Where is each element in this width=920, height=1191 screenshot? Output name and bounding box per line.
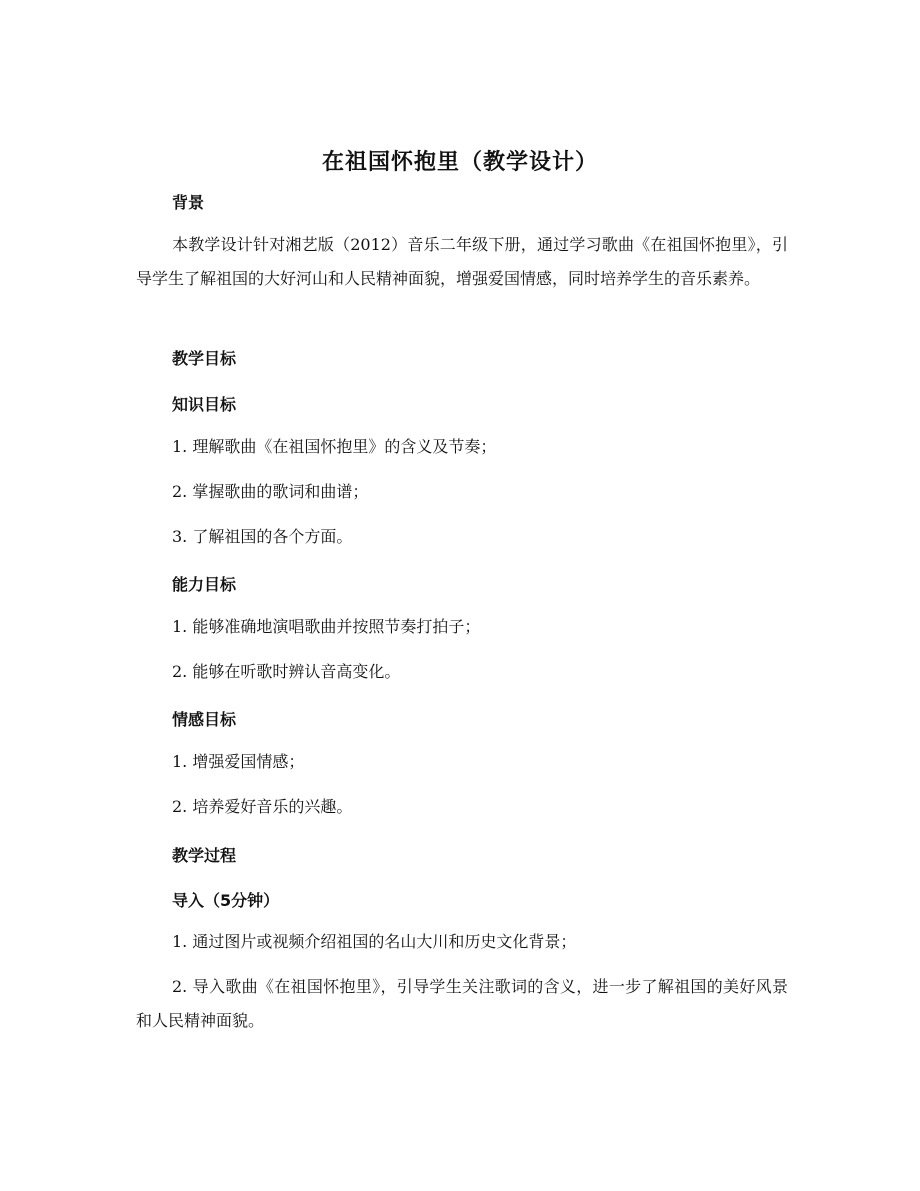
list-item: 3. 了解祖国的各个方面。 <box>172 527 353 546</box>
heading-background: 背景 <box>172 193 205 212</box>
list-item: 1. 能够准确地演唱歌曲并按照节奏打拍子； <box>172 617 481 636</box>
list-item: 2. 能够在听歌时辨认音高变化。 <box>172 662 401 681</box>
list-item: 1. 通过图片或视频介绍祖国的名山大川和历史文化背景； <box>172 932 577 951</box>
heading-intro: 导入（5分钟） <box>172 891 280 910</box>
heading-process: 教学过程 <box>172 846 237 865</box>
paragraph-intro-item: 2. 导入歌曲《在祖国怀抱里》，引导学生关注歌词的含义，进一步了解祖国的美好风景和人民精神面貌。 <box>136 977 788 1030</box>
list-item: 2. 掌握歌曲的歌词和曲谱； <box>172 482 369 501</box>
list-item: 1. 理解歌曲《在祖国怀抱里》的含义及节奏； <box>172 437 497 456</box>
list-item: 2. 培养爱好音乐的兴趣。 <box>172 797 353 816</box>
heading-knowledge: 知识目标 <box>172 395 237 414</box>
list-item: 1. 增强爱国情感； <box>172 752 305 771</box>
heading-ability: 能力目标 <box>172 575 237 594</box>
heading-emotion: 情感目标 <box>172 710 237 729</box>
document-title: 在祖国怀抱里（教学设计） <box>321 150 598 175</box>
paragraph-background: 本教学设计针对湘艺版（2012）音乐二年级下册，通过学习歌曲《在祖国怀抱里》，引导学生了解祖国的大好河山和人民精神面貌，增强爱国情感，同时培养学生的音乐素养。 <box>136 235 788 288</box>
heading-objectives: 教学目标 <box>172 349 237 368</box>
